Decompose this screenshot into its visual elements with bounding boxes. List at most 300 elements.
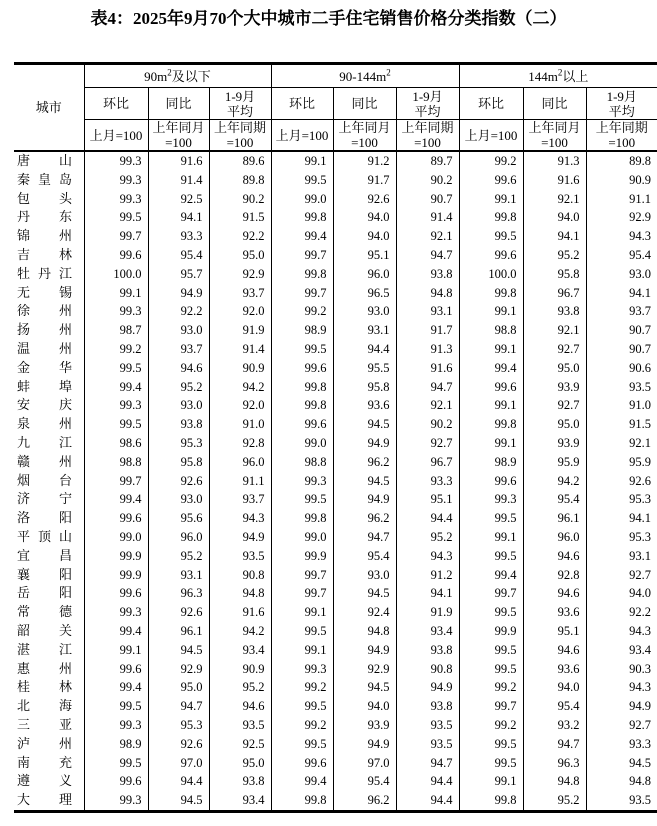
index-value: 99.2 — [271, 302, 333, 321]
index-value: 94.9 — [333, 490, 396, 509]
index-value: 94.0 — [333, 697, 396, 716]
base-header-mom: 上月=100 — [271, 120, 333, 152]
table-row — [14, 641, 657, 660]
index-value: 93.7 — [209, 490, 271, 509]
index-value: 99.5 — [459, 227, 523, 246]
city-name — [14, 321, 84, 340]
city-name-justified: 南 充 — [17, 754, 72, 770]
index-value: 89.7 — [396, 151, 459, 171]
index-value: 92.7 — [586, 716, 657, 735]
index-value: 94.0 — [333, 227, 396, 246]
page-title: 表4：2025年9月70个大中城市二手住宅销售价格分类指数（二） — [90, 9, 567, 28]
table-row — [14, 472, 657, 491]
index-value: 94.6 — [148, 359, 209, 378]
superscript: 2 — [386, 67, 391, 78]
index-value: 99.1 — [84, 284, 148, 303]
table-row — [14, 660, 657, 679]
index-value: 99.7 — [271, 566, 333, 585]
index-value: 99.8 — [271, 265, 333, 284]
index-value: 95.4 — [523, 697, 586, 716]
index-value: 99.0 — [271, 528, 333, 547]
metric-header-yoy: 同比 — [523, 88, 586, 120]
index-value: 99.5 — [459, 547, 523, 566]
index-value: 92.6 — [148, 472, 209, 491]
index-value: 92.7 — [523, 340, 586, 359]
group-header-144-above — [459, 64, 657, 88]
index-value: 95.5 — [333, 359, 396, 378]
index-value: 95.3 — [148, 716, 209, 735]
index-value: 99.3 — [459, 490, 523, 509]
index-value: 94.9 — [333, 735, 396, 754]
city-name-justified: 岳 阳 — [17, 585, 72, 601]
index-value: 92.1 — [523, 321, 586, 340]
index-value: 98.9 — [84, 735, 148, 754]
index-value: 95.0 — [209, 246, 271, 265]
index-value: 93.0 — [586, 265, 657, 284]
city-name — [14, 678, 84, 697]
city-name — [14, 265, 84, 284]
city-name-justified: 平 顶 山 — [17, 528, 72, 544]
index-value: 91.2 — [396, 566, 459, 585]
index-value: 99.3 — [271, 472, 333, 491]
city-name-justified: 常 德 — [17, 604, 72, 620]
index-value: 96.2 — [333, 791, 396, 811]
index-value: 98.9 — [271, 321, 333, 340]
index-value: 99.7 — [84, 227, 148, 246]
index-value: 94.9 — [333, 641, 396, 660]
table-row — [14, 622, 657, 641]
index-value: 96.1 — [523, 509, 586, 528]
index-value: 91.9 — [209, 321, 271, 340]
table-row — [14, 321, 657, 340]
index-value: 90.3 — [586, 660, 657, 679]
table-body — [14, 151, 657, 811]
table-row — [14, 584, 657, 603]
index-value: 94.3 — [209, 509, 271, 528]
index-value: 93.5 — [396, 735, 459, 754]
index-value: 99.1 — [459, 190, 523, 209]
index-value: 90.9 — [586, 171, 657, 190]
index-value: 91.2 — [333, 151, 396, 171]
index-value: 92.4 — [333, 603, 396, 622]
index-value: 93.0 — [148, 490, 209, 509]
table-header — [14, 64, 657, 152]
table-row — [14, 378, 657, 397]
index-value: 99.5 — [271, 490, 333, 509]
index-value: 98.8 — [271, 453, 333, 472]
index-value: 99.4 — [271, 772, 333, 791]
index-value: 90.2 — [396, 171, 459, 190]
index-value: 99.9 — [84, 566, 148, 585]
table-row — [14, 302, 657, 321]
index-value: 93.9 — [523, 434, 586, 453]
table-row — [14, 566, 657, 585]
city-name-justified: 丹 东 — [17, 209, 72, 225]
index-value: 96.0 — [209, 453, 271, 472]
index-value: 99.2 — [459, 151, 523, 171]
index-value: 94.5 — [586, 754, 657, 773]
index-value: 91.7 — [396, 321, 459, 340]
index-value: 99.8 — [271, 791, 333, 811]
table-row — [14, 265, 657, 284]
base-header-yoy: 上年同月 =100 — [333, 120, 396, 152]
index-value: 99.7 — [459, 697, 523, 716]
index-value: 92.9 — [148, 660, 209, 679]
group-header-90-and-below — [84, 64, 271, 88]
index-value: 99.9 — [271, 547, 333, 566]
index-value: 93.4 — [586, 641, 657, 660]
index-value: 99.6 — [459, 378, 523, 397]
index-value: 91.5 — [209, 208, 271, 227]
table-row — [14, 547, 657, 566]
index-value: 93.4 — [209, 641, 271, 660]
index-value: 93.3 — [586, 735, 657, 754]
index-value: 94.9 — [148, 284, 209, 303]
index-value: 93.2 — [523, 716, 586, 735]
index-value: 99.5 — [271, 171, 333, 190]
index-value: 94.4 — [396, 509, 459, 528]
index-value: 94.7 — [396, 378, 459, 397]
index-value: 99.6 — [84, 584, 148, 603]
index-value: 99.1 — [459, 528, 523, 547]
index-value: 91.3 — [523, 151, 586, 171]
index-value: 99.3 — [84, 151, 148, 171]
city-name-justified: 泸 州 — [17, 735, 72, 751]
table-row — [14, 697, 657, 716]
index-value: 99.1 — [459, 340, 523, 359]
index-value: 99.3 — [271, 660, 333, 679]
city-name — [14, 791, 84, 811]
index-value: 99.5 — [84, 697, 148, 716]
index-value: 93.6 — [523, 603, 586, 622]
index-value: 90.8 — [396, 660, 459, 679]
index-value: 93.3 — [396, 472, 459, 491]
group-label-suffix: 及以下 — [171, 68, 211, 84]
group-label: 90-144m — [339, 68, 387, 84]
index-value: 93.8 — [523, 302, 586, 321]
index-value: 99.5 — [84, 208, 148, 227]
index-value: 92.1 — [396, 396, 459, 415]
index-value: 99.6 — [459, 472, 523, 491]
city-name — [14, 208, 84, 227]
index-value: 93.7 — [586, 302, 657, 321]
metric-header-mom: 环比 — [84, 88, 148, 120]
index-value: 90.8 — [209, 566, 271, 585]
index-value: 99.8 — [271, 396, 333, 415]
index-value: 92.6 — [586, 472, 657, 491]
index-value: 96.7 — [396, 453, 459, 472]
metric-header-avg: 1-9月 平均 — [396, 88, 459, 120]
index-value: 93.1 — [586, 547, 657, 566]
index-value: 95.4 — [333, 547, 396, 566]
index-value: 99.5 — [84, 754, 148, 773]
index-value: 91.9 — [396, 603, 459, 622]
city-name-justified: 三 亚 — [17, 716, 72, 732]
index-value: 96.0 — [333, 265, 396, 284]
index-value: 99.8 — [271, 378, 333, 397]
index-value: 97.0 — [148, 754, 209, 773]
city-name — [14, 453, 84, 472]
city-name — [14, 584, 84, 603]
base-header-avg: 上年同期 =100 — [396, 120, 459, 152]
index-value: 99.1 — [271, 603, 333, 622]
index-value: 92.1 — [523, 190, 586, 209]
index-value: 93.0 — [333, 302, 396, 321]
index-value: 99.8 — [459, 284, 523, 303]
city-name — [14, 566, 84, 585]
index-value: 99.0 — [271, 190, 333, 209]
city-name-justified: 烟 台 — [17, 472, 72, 488]
index-value: 96.3 — [148, 584, 209, 603]
index-value: 95.9 — [523, 453, 586, 472]
city-name-justified: 九 江 — [17, 434, 72, 450]
city-name — [14, 697, 84, 716]
index-value: 99.3 — [84, 190, 148, 209]
index-value: 99.9 — [84, 547, 148, 566]
city-name-justified: 蚌 埠 — [17, 378, 72, 394]
index-value: 99.3 — [84, 171, 148, 190]
city-name-justified: 扬 州 — [17, 322, 72, 338]
index-value: 95.2 — [523, 246, 586, 265]
city-name — [14, 716, 84, 735]
index-value: 99.1 — [271, 151, 333, 171]
city-name — [14, 622, 84, 641]
index-value: 92.7 — [586, 566, 657, 585]
index-value: 96.5 — [333, 284, 396, 303]
index-value: 94.8 — [396, 284, 459, 303]
city-name — [14, 660, 84, 679]
index-value: 93.0 — [148, 396, 209, 415]
index-value: 94.3 — [586, 678, 657, 697]
index-value: 91.4 — [209, 340, 271, 359]
index-value: 91.6 — [396, 359, 459, 378]
index-value: 99.8 — [271, 208, 333, 227]
index-value: 94.4 — [333, 340, 396, 359]
city-name-justified: 秦 皇 岛 — [17, 171, 72, 187]
table-row — [14, 396, 657, 415]
index-value: 96.2 — [333, 509, 396, 528]
index-value: 93.5 — [396, 716, 459, 735]
index-value: 99.1 — [271, 641, 333, 660]
city-name-justified: 遵 义 — [17, 773, 72, 789]
index-value: 89.6 — [209, 151, 271, 171]
index-value: 95.0 — [148, 678, 209, 697]
index-value: 99.7 — [84, 472, 148, 491]
index-value: 92.2 — [209, 227, 271, 246]
city-name — [14, 603, 84, 622]
table-row — [14, 735, 657, 754]
index-value: 99.5 — [271, 697, 333, 716]
index-value: 95.4 — [523, 490, 586, 509]
city-name — [14, 151, 84, 171]
index-value: 93.8 — [396, 697, 459, 716]
index-value: 95.1 — [523, 622, 586, 641]
index-value: 94.7 — [396, 246, 459, 265]
index-value: 96.7 — [523, 284, 586, 303]
city-name-justified: 安 庆 — [17, 397, 72, 413]
index-value: 99.2 — [459, 716, 523, 735]
index-value: 94.7 — [148, 697, 209, 716]
index-value: 95.3 — [586, 528, 657, 547]
index-value: 94.5 — [333, 584, 396, 603]
index-value: 99.3 — [84, 396, 148, 415]
index-value: 94.6 — [523, 547, 586, 566]
city-name-justified: 泉 州 — [17, 416, 72, 432]
index-value: 92.6 — [148, 603, 209, 622]
city-name-justified: 襄 阳 — [17, 566, 72, 582]
city-name — [14, 641, 84, 660]
city-name — [14, 284, 84, 303]
index-value: 99.2 — [459, 678, 523, 697]
index-value: 92.1 — [396, 227, 459, 246]
index-value: 99.4 — [271, 227, 333, 246]
city-name-justified: 锦 州 — [17, 228, 72, 244]
index-value: 93.4 — [396, 622, 459, 641]
superscript: 2 — [167, 67, 172, 78]
index-value: 89.8 — [586, 151, 657, 171]
table-row — [14, 284, 657, 303]
city-name — [14, 190, 84, 209]
index-value: 94.0 — [523, 208, 586, 227]
city-name-justified: 大 理 — [17, 792, 72, 808]
city-name — [14, 472, 84, 491]
index-value: 99.5 — [271, 735, 333, 754]
index-value: 94.8 — [209, 584, 271, 603]
city-name — [14, 547, 84, 566]
index-value: 95.8 — [523, 265, 586, 284]
table-row — [14, 453, 657, 472]
city-column-header: 城市 — [14, 64, 84, 152]
index-value: 99.6 — [84, 772, 148, 791]
table-row — [14, 509, 657, 528]
index-value: 99.5 — [459, 754, 523, 773]
index-value: 98.8 — [84, 453, 148, 472]
index-value: 94.5 — [148, 791, 209, 811]
table-row — [14, 151, 657, 171]
city-name — [14, 302, 84, 321]
city-name-justified: 牡 丹 江 — [17, 265, 72, 281]
index-value: 93.1 — [333, 321, 396, 340]
index-value: 99.8 — [459, 791, 523, 811]
index-value: 95.7 — [148, 265, 209, 284]
index-value: 95.2 — [148, 547, 209, 566]
index-value: 90.7 — [586, 340, 657, 359]
index-value: 92.0 — [209, 396, 271, 415]
city-name-justified: 徐 州 — [17, 303, 72, 319]
index-value: 99.0 — [84, 528, 148, 547]
index-value: 95.6 — [148, 509, 209, 528]
index-value: 93.5 — [586, 378, 657, 397]
table-row — [14, 190, 657, 209]
index-value: 93.8 — [396, 641, 459, 660]
index-value: 99.7 — [271, 284, 333, 303]
index-value: 99.6 — [271, 415, 333, 434]
index-value: 90.7 — [586, 321, 657, 340]
index-value: 92.9 — [333, 660, 396, 679]
metric-header-row — [14, 88, 657, 120]
index-value: 92.5 — [209, 735, 271, 754]
index-value: 99.1 — [459, 434, 523, 453]
index-value: 93.1 — [148, 566, 209, 585]
index-value: 99.1 — [459, 396, 523, 415]
city-name — [14, 246, 84, 265]
city-name-justified: 唐 山 — [17, 153, 72, 168]
index-value: 94.1 — [396, 584, 459, 603]
index-value: 93.0 — [333, 566, 396, 585]
city-name — [14, 415, 84, 434]
city-name-justified: 吉 林 — [17, 246, 72, 262]
index-value: 91.4 — [148, 171, 209, 190]
index-value: 99.4 — [84, 378, 148, 397]
index-value: 94.1 — [586, 509, 657, 528]
index-value: 94.3 — [586, 622, 657, 641]
index-value: 91.7 — [333, 171, 396, 190]
table-row — [14, 490, 657, 509]
city-name-justified: 惠 州 — [17, 660, 72, 676]
index-value: 95.0 — [209, 754, 271, 773]
index-value: 90.2 — [209, 190, 271, 209]
index-value: 94.1 — [586, 284, 657, 303]
index-value: 94.6 — [523, 584, 586, 603]
index-value: 95.0 — [523, 359, 586, 378]
index-value: 99.8 — [459, 415, 523, 434]
city-name — [14, 490, 84, 509]
group-label-suffix: 以上 — [562, 68, 589, 84]
table-row — [14, 359, 657, 378]
index-value: 94.9 — [333, 434, 396, 453]
index-value: 91.4 — [396, 208, 459, 227]
index-value: 98.9 — [459, 453, 523, 472]
index-value: 95.2 — [148, 378, 209, 397]
index-value: 99.1 — [459, 302, 523, 321]
index-value: 89.8 — [209, 171, 271, 190]
index-value: 96.2 — [333, 453, 396, 472]
index-value: 90.2 — [396, 415, 459, 434]
city-name-justified: 桂 林 — [17, 679, 72, 695]
index-value: 91.3 — [396, 340, 459, 359]
index-value: 95.4 — [586, 246, 657, 265]
index-value: 99.4 — [459, 566, 523, 585]
index-value: 92.9 — [586, 208, 657, 227]
index-value: 95.4 — [333, 772, 396, 791]
index-value: 94.2 — [209, 378, 271, 397]
index-value: 94.2 — [209, 622, 271, 641]
table-row — [14, 791, 657, 811]
index-value: 94.7 — [333, 528, 396, 547]
index-value: 94.2 — [523, 472, 586, 491]
index-value: 99.3 — [84, 603, 148, 622]
metric-header-yoy: 同比 — [148, 88, 209, 120]
index-value: 98.8 — [459, 321, 523, 340]
base-header-row — [14, 120, 657, 152]
city-name-justified: 韶 关 — [17, 622, 72, 638]
city-name — [14, 754, 84, 773]
superscript: 2 — [557, 67, 563, 78]
index-value: 92.2 — [148, 302, 209, 321]
index-value: 98.6 — [84, 434, 148, 453]
index-value: 99.5 — [459, 735, 523, 754]
city-name — [14, 359, 84, 378]
index-value: 91.6 — [148, 151, 209, 171]
index-value: 94.8 — [586, 772, 657, 791]
city-name — [14, 378, 84, 397]
index-value: 93.5 — [209, 716, 271, 735]
index-value: 94.4 — [396, 772, 459, 791]
index-value: 91.5 — [586, 415, 657, 434]
index-value: 99.2 — [271, 716, 333, 735]
base-header-avg: 上年同期 =100 — [586, 120, 657, 152]
index-value: 99.4 — [459, 359, 523, 378]
